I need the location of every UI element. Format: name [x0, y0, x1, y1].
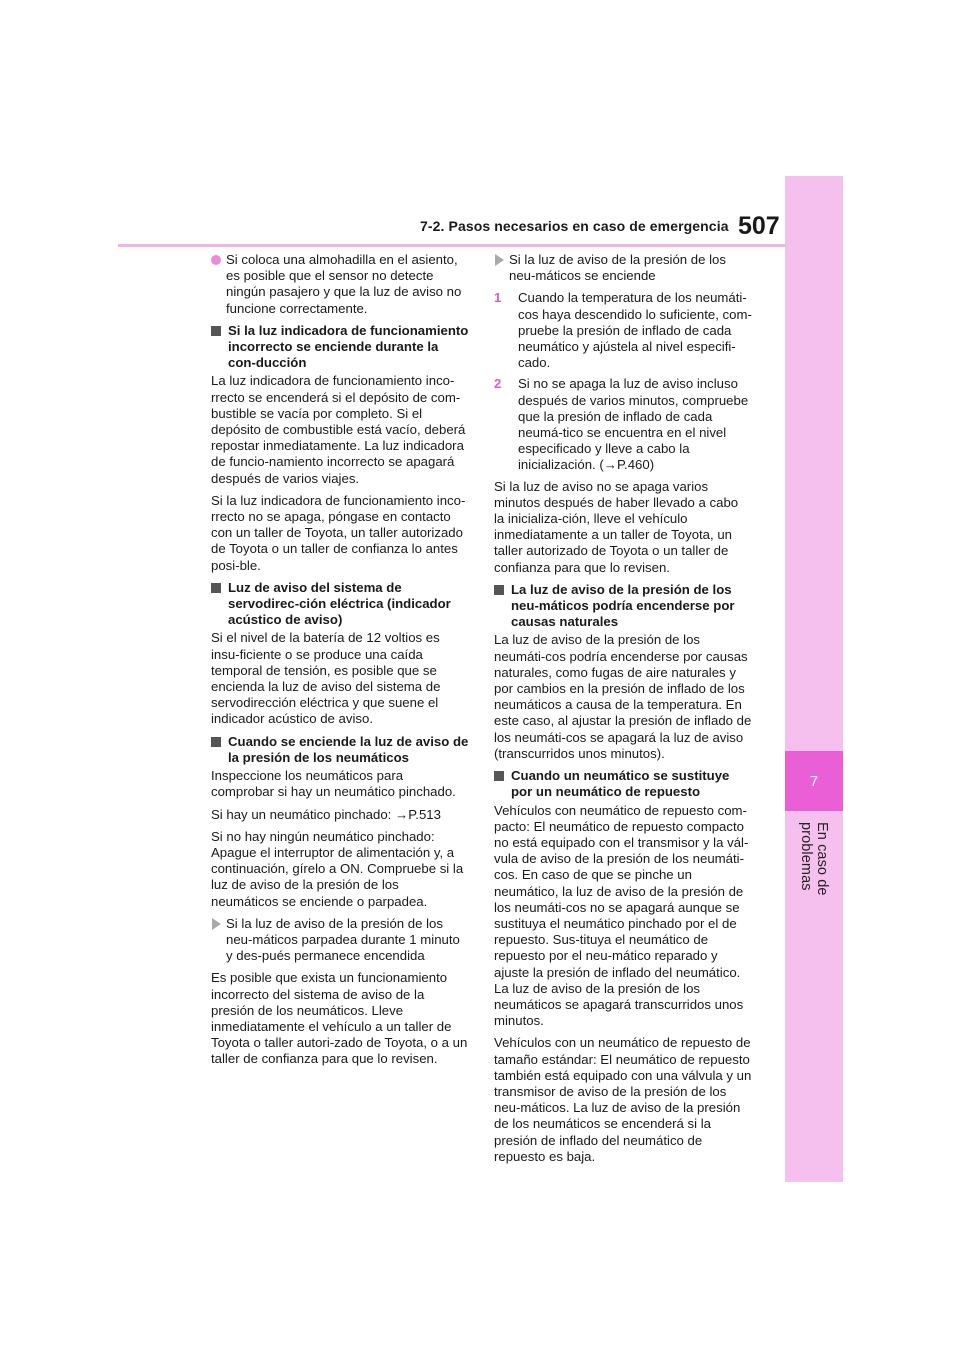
step-number: 1	[494, 290, 502, 306]
condition-text: Si la luz de aviso de la presión de los neu-máticos se enciende	[509, 252, 726, 284]
condition-item	[494, 252, 752, 284]
bullet-text: Si coloca una almohadilla en el asiento, es posible que el sensor no detecte ningún pasajero y que la luz de aviso no funcione correctamente.	[226, 252, 462, 316]
step-text: Si no se apaga la luz de aviso incluso después de varios minutos, compruebe que la presión de inflado de cada neumá-tico se encuentra en el nivel especificado y lleve a cabo la inicialización. (→P.460)	[518, 376, 749, 473]
triangle-bullet-icon	[212, 918, 221, 930]
square-bullet-icon	[494, 771, 504, 781]
section-heading	[494, 768, 752, 800]
chapter-number-tab: 7	[785, 751, 843, 811]
paragraph: Es posible que exista un funcionamiento incorrecto del sistema de aviso de la presión de los neumáticos. Lleve inmediatamente el vehículo a un taller de Toyota o taller autori-zado de Toyota, o a un taller de confianza para que lo revisen.	[211, 970, 468, 1067]
condition-text: Si la luz de aviso de la presión de los neu-máticos parpadea durante 1 minuto y des-pués permanece encendida	[226, 915, 460, 964]
square-bullet-icon	[211, 737, 221, 747]
page-reference: Si hay un neumático pinchado: →P.513	[211, 806, 441, 822]
heading-text: La luz de aviso de la presión de los neu-máticos podría encenderse por causas naturales	[511, 581, 735, 630]
square-bullet-icon	[211, 326, 221, 336]
paragraph: Vehículos con un neumático de repuesto de tamaño estándar: El neumático de repuesto también está equipado con una válvula y un transmisor de aviso de la presión de los neu-máticos. La luz de aviso de la presión de los neumáticos se encenderá si la presión de inflado del neumático de repuesto es baja.	[494, 1035, 752, 1164]
section-title: 7-2. Pasos necesarios en caso de emergencia	[420, 218, 729, 234]
square-bullet-icon	[494, 585, 504, 595]
paragraph: La luz de aviso de la presión de los neumáti-cos podría encenderse por causas naturales, como fugas de aire naturales y por cambios en la presión de inflado de los neumáticos a causa de la temperatura. En este caso, al ajustar la presión de inflado de los neumáti-cos se apagará la luz de aviso (transcurridos unos minutos).	[494, 632, 752, 761]
step-item	[494, 376, 752, 473]
heading-text: Luz de aviso del sistema de servodirec-ción eléctrica (indicador acústico de aviso)	[228, 579, 451, 628]
section-heading	[211, 734, 469, 766]
paragraph: Inspeccione los neumáticos para comprobar si hay un neumático pinchado.	[211, 768, 456, 800]
section-heading	[211, 323, 469, 372]
paragraph: Si el nivel de la batería de 12 voltios es insu-ficiente o se produce una caída temporal de tensión, es posible que se encienda la luz de aviso del sistema de servodirección eléctrica y que suene el indicador acústico de aviso.	[211, 630, 441, 727]
bullet-item	[211, 252, 469, 317]
paragraph: Si no hay ningún neumático pinchado: Apague el interruptor de alimentación y, a continuación, gírelo a ON. Compruebe si la luz de aviso de la presión de los neumáticos se enciende o parpadea.	[211, 828, 464, 909]
paragraph: Si la luz indicadora de funcionamiento inco-rrecto no se apaga, póngase en contacto con un taller de Toyota, un taller autorizado de Toyota o un taller de confianza lo antes posi-ble.	[211, 492, 466, 573]
step-item	[494, 290, 752, 371]
chapter-side-band	[785, 176, 843, 1182]
condition-item	[211, 916, 469, 965]
paragraph: La luz indicadora de funcionamiento inco-rrecto se encenderá si el depósito de com-bustible se vacía por completo. Si el depósito de combustible está vacío, deberá repostar inmediatamente. La luz indicadora de funcio-namiento incorrecto se apagará después de varios viajes.	[211, 373, 466, 486]
heading-text: Cuando se enciende la luz de aviso de la presión de los neumáticos	[228, 733, 469, 765]
chapter-label: En caso de problemas	[798, 822, 830, 896]
section-heading	[494, 582, 752, 631]
paragraph: Si la luz de aviso no se apaga varios minutos después de haber llevado a cabo la inicializa-ción, lleve el vehículo inmediatamente a un taller de Toyota, un taller autorizado de Toyota o un taller de confianza para que lo revisen.	[494, 478, 739, 575]
page-number: 507	[738, 212, 780, 240]
triangle-bullet-icon	[495, 254, 504, 266]
step-number: 2	[494, 376, 502, 392]
square-bullet-icon	[211, 583, 221, 593]
paragraph: Vehículos con neumático de repuesto com-pacto: El neumático de repuesto compacto no está equipado con el transmisor y la vál-vula de aviso de la presión de los neumáti-cos. En caso de que se pinche un neumático, la luz de aviso de la presión de los neumáti-cos no se apagará aunque se sustituya el neumático pinchado por el de repuesto. Sus-tituya el neumático de repuesto por el neu-mático reparado y ajuste la presión de inflado del neumático. La luz de aviso de la presión de los neumáticos se apagará transcurridos unos minutos.	[494, 802, 749, 1029]
right-column	[494, 252, 752, 1171]
section-heading	[211, 580, 469, 629]
step-text: Cuando la temperatura de los neumáti-cos haya descendido lo suficiente, com-pruebe la presión de inflado de cada neumático y ajústela al nivel especifi-cado.	[518, 290, 752, 371]
heading-text: Cuando un neumático se sustituye por un neumático de repuesto	[511, 768, 730, 800]
circle-bullet-icon	[211, 255, 221, 265]
header-rule	[118, 244, 786, 247]
left-column	[211, 252, 469, 1074]
heading-text: Si la luz indicadora de funcionamiento incorrecto se enciende durante la con-ducción	[228, 322, 469, 371]
